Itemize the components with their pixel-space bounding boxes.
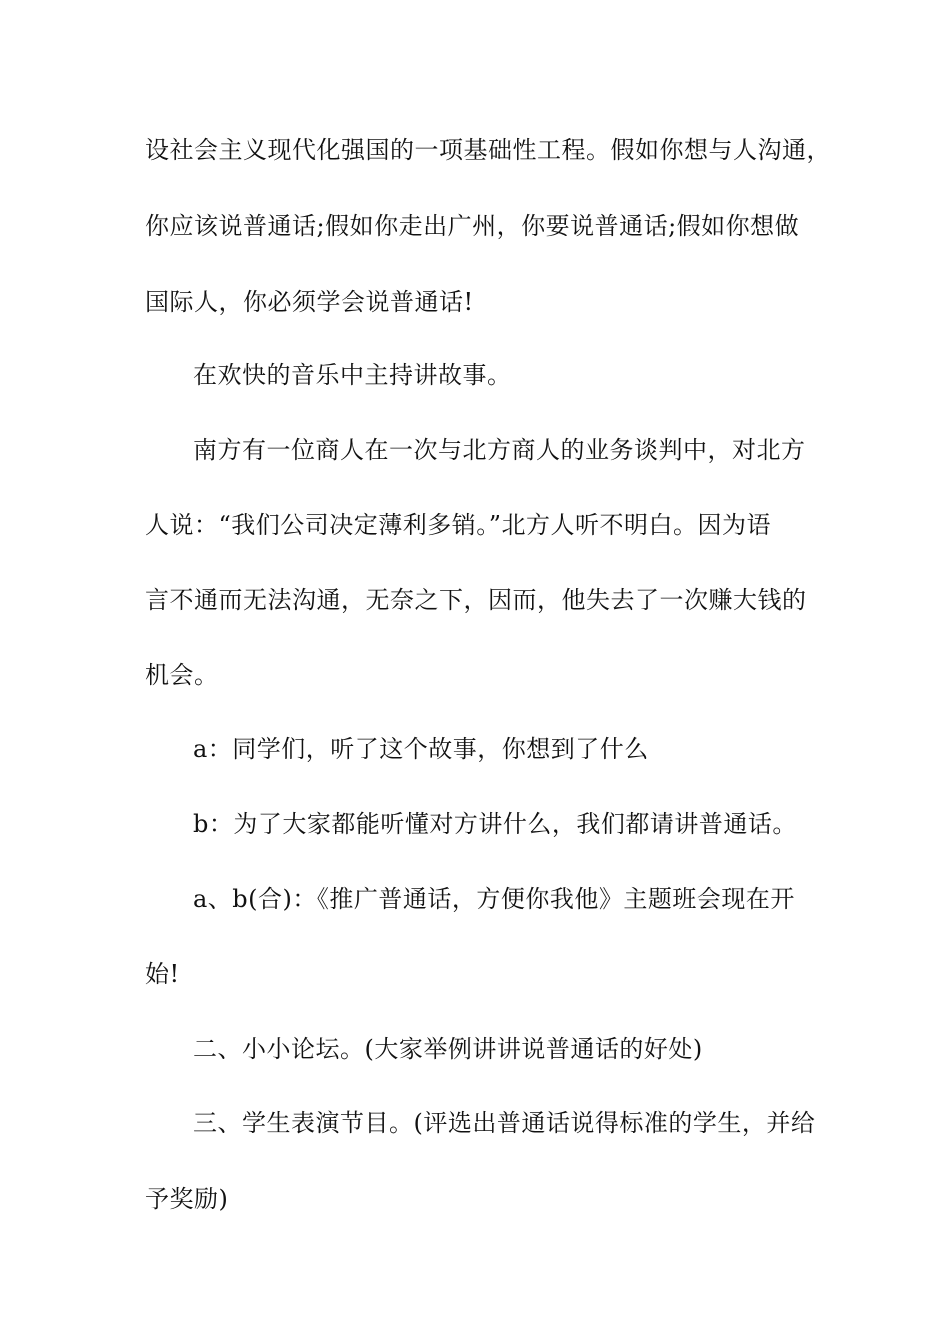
dialogue-line: a：同学们，听了这个故事，你想到了什么: [193, 735, 649, 763]
text-line: 人说：“我们公司决定薄利多销。”北方人听不明白。因为语: [145, 511, 772, 539]
text-line: 设社会主义现代化强国的一项基础性工程。假如你想与人沟通，: [145, 136, 831, 164]
text-line: 机会。: [145, 661, 219, 689]
text-line: 言不通而无法沟通，无奈之下，因而，他失去了一次赚大钱的: [145, 586, 807, 614]
text-line: 你应该说普通话;假如你走出广州，你要说普通话;假如你想做: [145, 212, 800, 240]
dialogue-line: a、b(合)：《推广普通话，方便你我他》主题班会现在开: [193, 885, 795, 913]
section-heading-line: 三、学生表演节目。(评选出普通话说得标准的学生，并给: [193, 1109, 816, 1137]
text-line: 予奖励): [145, 1185, 229, 1213]
text-line: 始!: [145, 960, 180, 988]
paragraph-start-line: 在欢快的音乐中主持讲故事。: [193, 361, 512, 389]
text-line: 国际人，你必须学会说普通话!: [145, 288, 474, 316]
section-heading-line: 二、小小论坛。(大家举例讲讲说普通话的好处): [193, 1035, 703, 1063]
dialogue-line: b：为了大家都能听懂对方讲什么，我们都请讲普通话。: [193, 810, 797, 838]
paragraph-start-line: 南方有一位商人在一次与北方商人的业务谈判中，对北方: [193, 436, 806, 464]
